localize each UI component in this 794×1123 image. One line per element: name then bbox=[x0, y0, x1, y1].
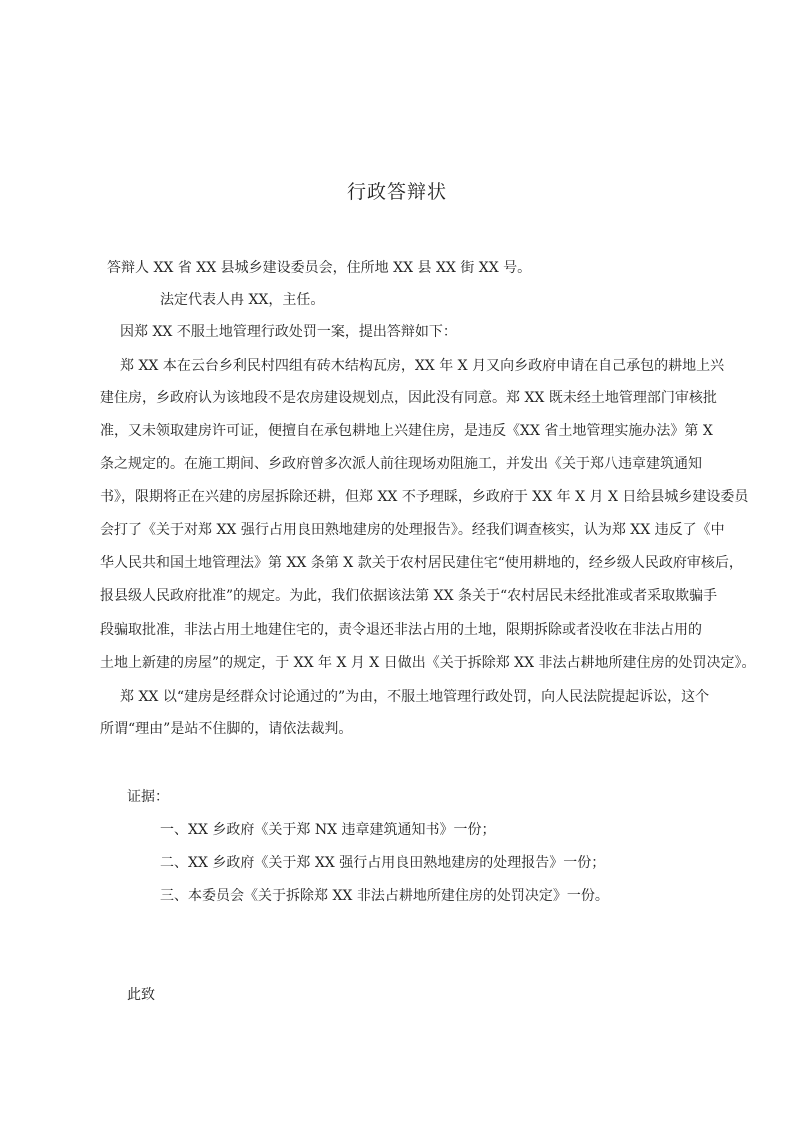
body-line: 建住房，乡政府认为该地段不是农房建设规划点，因此没有同意。郑 XX 既未经土地管理部门审核批 bbox=[100, 390, 717, 406]
respondent-line: 答辩人 XX 省 XX 县城乡建设委员会，住所地 XX 县 XX 街 XX 号。 bbox=[107, 260, 532, 276]
closing-salutation: 此致 bbox=[127, 987, 155, 1003]
body-line: 条之规定的。在施工期间、乡政府曾多次派人前往现场劝阻施工，并发出《关于郑八违章建筑通知 bbox=[100, 456, 702, 472]
evidence-item: 一、XX 乡政府《关于郑 NX 违章建筑通知书》一份； bbox=[160, 822, 496, 838]
conclusion-line: 郑 XX 以“建房是经群众讨论通过的”为由，不服土地管理行政处罚，向人民法院提起诉讼，这个 bbox=[120, 689, 710, 705]
document-title: 行政答辩状 bbox=[346, 181, 447, 203]
conclusion-line: 所谓“理由”是站不住脚的，请依法裁判。 bbox=[100, 721, 353, 737]
evidence-item: 二、XX 乡政府《关于郑 XX 强行占用良田熟地建房的处理报告》一份； bbox=[160, 855, 606, 871]
body-line: 报县级人民政府批准”的规定。为此，我们依据该法第 XX 条关于“农村居民未经批准或者采取欺骗手 bbox=[100, 588, 718, 604]
body-line: 书》，限期将正在兴建的房屋拆除还耕，但郑 XX 不予理睬，乡政府于 XX 年 X 月 X 日给县城乡建设委员 bbox=[100, 489, 749, 505]
body-line: 华人民共和国土地管理法》第 XX 条第 X 款关于农村居民建住宅“使用耕地的，经乡级人民政府审核后， bbox=[100, 555, 743, 571]
body-line: 土地上新建的房屋”的规定，于 XX 年 X 月 X 日做出《关于拆除郑 XX 非法占耕地所建住房的处罚决定》。 bbox=[100, 655, 756, 671]
body-line: 段骗取批准，非法占用土地建住宅的，责令退还非法占用的土地，限期拆除或者没收在非法占用的 bbox=[100, 622, 702, 638]
body-line: 郑 XX 本在云台乡利民村四组有砖木结构瓦房，XX 年 X 月又向乡政府申请在自己承包的耕地上兴 bbox=[120, 358, 725, 374]
body-line: 准，又未领取建房许可证，便擅自在承包耕地上兴建住房，是违反《XX 省土地管理实施办法》第 X bbox=[100, 423, 713, 439]
evidence-item: 三、本委员会《关于拆除郑 XX 非法占耕地所建住房的处罚决定》一份。 bbox=[160, 888, 609, 904]
intro-line: 因郑 XX 不服土地管理行政处罚一案，提出答辩如下： bbox=[120, 324, 457, 340]
body-line: 会打了《关于对郑 XX 强行占用良田熟地建房的处理报告》。经我们调查核实，认为郑 XX 违反了《中 bbox=[100, 522, 725, 538]
evidence-label: 证据： bbox=[127, 789, 169, 805]
legal-representative-line: 法定代表人冉 XX，主任。 bbox=[160, 292, 325, 308]
